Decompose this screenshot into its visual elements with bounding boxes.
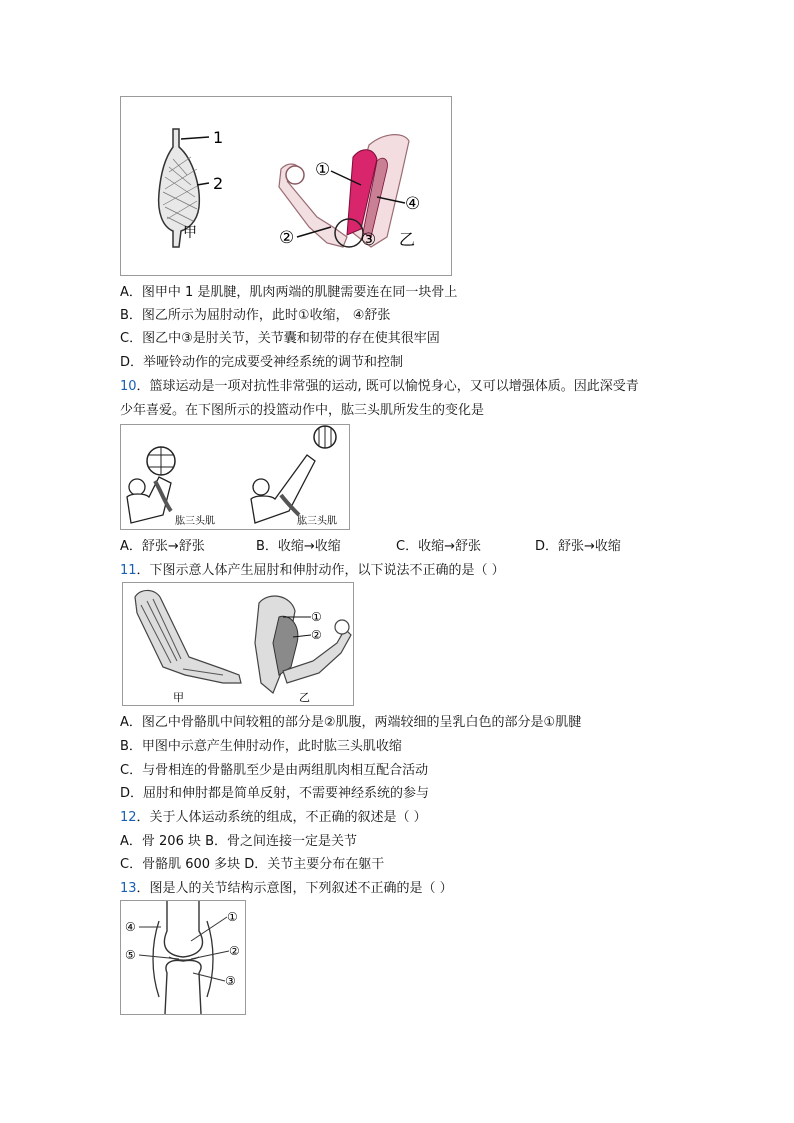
figure-joint-structure bbox=[120, 900, 246, 1015]
q11-option-a: A．图乙中骨骼肌中间较粗的部分是②肌腹，两端较细的呈乳白色的部分是①肌腱 bbox=[120, 715, 582, 730]
q10-option-c: C．收缩→舒张 bbox=[396, 539, 481, 554]
q13-circ-label-1: ① bbox=[227, 910, 238, 924]
q13-circ-label-4: ④ bbox=[125, 920, 136, 934]
q12-options-line2: C．骨骼肌 600 多块 D．关节主要分布在躯干 bbox=[120, 857, 385, 872]
figure-muscle-arm-drawing bbox=[121, 97, 451, 275]
figure-joint-drawing bbox=[121, 901, 245, 1014]
q10-option-a: A．舒张→舒张 bbox=[120, 539, 205, 554]
label-triceps-right: 肱三头肌 bbox=[297, 516, 337, 527]
q11-circ-label-1: ① bbox=[311, 610, 322, 624]
q12-options-line1: A．骨 206 块 B．骨之间连接一定是关节 bbox=[120, 834, 358, 849]
q11-option-b: B．甲图中示意产生伸肘动作，此时肱三头肌收缩 bbox=[120, 739, 402, 754]
q12-number: 12 bbox=[120, 810, 137, 825]
q13-number: 13 bbox=[120, 881, 137, 896]
q12-stem-text: ．关于人体运动系统的组成，不正确的叙述是（ ） bbox=[136, 810, 427, 825]
q9-option-a: A．图甲中 1 是肌腱，肌肉两端的肌腱需要连在同一块骨上 bbox=[120, 285, 458, 300]
q10-stem-line1 bbox=[120, 378, 639, 396]
label-triceps-left: 肱三头肌 bbox=[175, 516, 215, 527]
q9-option-b: B．图乙所示为屈肘动作，此时①收缩， ④舒张 bbox=[120, 308, 391, 323]
circ-label-3: ③ bbox=[361, 230, 377, 250]
label-2-pointer bbox=[197, 183, 209, 185]
q11-number: 11 bbox=[120, 563, 137, 578]
figure-arm-drawing bbox=[123, 583, 353, 705]
label-jia-q11: 甲 bbox=[173, 691, 184, 704]
figure-basketball-drawing bbox=[121, 425, 349, 529]
q13-circ-label-2: ② bbox=[229, 944, 240, 958]
fist bbox=[286, 166, 304, 184]
q11-stem bbox=[120, 562, 505, 580]
upper-bone bbox=[164, 901, 202, 957]
label-jia: 甲 bbox=[183, 225, 197, 241]
q10-number: 10 bbox=[120, 379, 137, 394]
figure-arm-flex-extend bbox=[122, 582, 354, 706]
lower-bone bbox=[165, 961, 201, 1015]
head-left bbox=[129, 479, 145, 495]
head-right bbox=[253, 479, 269, 495]
label-yi-q11: 乙 bbox=[299, 691, 310, 704]
arm-extended bbox=[135, 590, 241, 683]
q10-option-d: D．舒张→收缩 bbox=[535, 539, 621, 554]
q11-option-d: D．屈肘和伸肘都是简单反射，不需要神经系统的参与 bbox=[120, 786, 430, 801]
q10-options bbox=[120, 538, 640, 556]
q10-option-b: B．收缩→收缩 bbox=[256, 539, 341, 554]
q9-option-d: D．举哑铃动作的完成要受神经系统的调节和控制 bbox=[120, 355, 404, 370]
q13-circ-label-3: ③ bbox=[225, 974, 236, 988]
circ-label-4: ④ bbox=[405, 194, 421, 214]
figure-basketball-shot bbox=[120, 424, 350, 530]
q10-stem-text1: ．篮球运动是一项对抗性非常强的运动, 既可以愉悦身心，又可以增强体质。因此深受青 bbox=[136, 379, 639, 394]
q12-stem bbox=[120, 809, 427, 827]
q11-option-c: C．与骨相连的骨骼肌至少是由两组肌肉相互配合活动 bbox=[120, 763, 429, 778]
q9-option-c: C．图乙中③是肘关节，关节囊和韧带的存在使其很牢固 bbox=[120, 331, 440, 346]
label-2: 2 bbox=[213, 174, 224, 193]
label-yi: 乙 bbox=[399, 230, 416, 249]
q10-stem-line2: 少年喜爱。在下图所示的投篮动作中，肱三头肌所发生的变化是 bbox=[120, 403, 485, 418]
circ-label-2: ② bbox=[279, 228, 295, 248]
q13-stem bbox=[120, 880, 453, 898]
figure-muscle-arm bbox=[120, 96, 452, 276]
label-1-pointer bbox=[181, 137, 209, 139]
q11-circ-label-2: ② bbox=[311, 628, 322, 642]
q13-circ-label-5: ⑤ bbox=[125, 948, 136, 962]
circ-label-1: ① bbox=[315, 160, 331, 180]
q13-stem-text: ．图是人的关节结构示意图，下列叙述不正确的是（ ） bbox=[136, 881, 453, 896]
q11-stem-text: ．下图示意人体产生屈肘和伸肘动作，以下说法不正确的是（ ） bbox=[136, 563, 505, 578]
label-1: 1 bbox=[213, 128, 224, 147]
